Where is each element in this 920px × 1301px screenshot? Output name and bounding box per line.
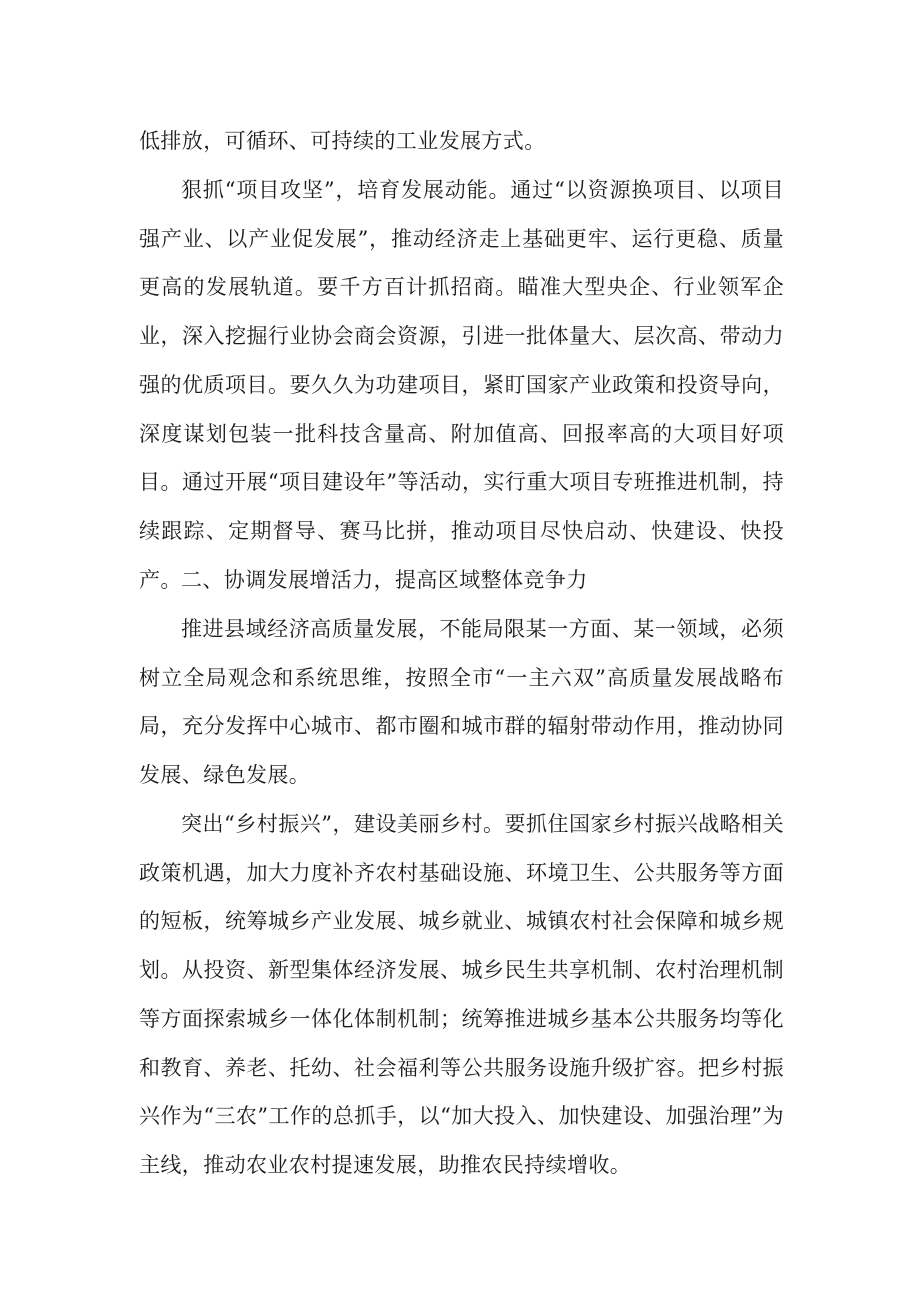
- paragraph-continuation: 低排放，可循环、可持续的工业发展方式。: [139, 129, 546, 153]
- paragraph-county-economy: 推进县域经济高质量发展，不能局限某一方面、某一领域，必须树立全局观念和系统思维，按照全市“一主六双”高质量发展战略布局，充分发挥中心城市、都市圈和城市群的辐射带动作用，推动协同发展、绿色发展。: [139, 617, 784, 788]
- paragraph-project-tackling: 狠抓“项目攻坚”，培育发展动能。通过“以资源换项目、以项目强产业、以产业促发展”，推动经济走上基础更牢、运行更稳、质量更高的发展轨道。要千方百计抓招商。瞄准大型央企、行业领军企业，深入挖掘行业协会商会资源，引进一批体量大、层次高、带动力强的优质项目。要久久为功建项目，紧盯国家产业政策和投资导向，深度谋划包装一批科技含量高、附加值高、回报率高的大项目好项目。通过开展“项目建设年”等活动，实行重大项目专班推进机制，持续跟踪、定期督导、赛马比拼，推动项目尽快启动、快建设、快投产。: [139, 178, 784, 592]
- paragraph-rural-revitalization: 突出“乡村振兴”，建设美丽乡村。要抓住国家乡村振兴战略相关政策机遇，加大力度补齐农村基础设施、环境卫生、公共服务等方面的短板，统筹城乡产业发展、城乡就业、城镇农村社会保障和城乡规划。从投资、新型集体经济发展、城乡民生共享机制、农村治理机制等方面探索城乡一体化体制机制；统筹推进城乡基本公共服务均等化和教育、养老、托幼、社会福利等公共服务设施升级扩容。把乡村振兴作为“三农”工作的总抓手，以“加大投入、加快建设、加强治理”为主线，推动农业农村提速发展，助推农民持续增收。: [139, 812, 784, 1177]
- section-heading-coordinated-development: 二、协调发展增活力，提高区域整体竞争力: [181, 568, 588, 592]
